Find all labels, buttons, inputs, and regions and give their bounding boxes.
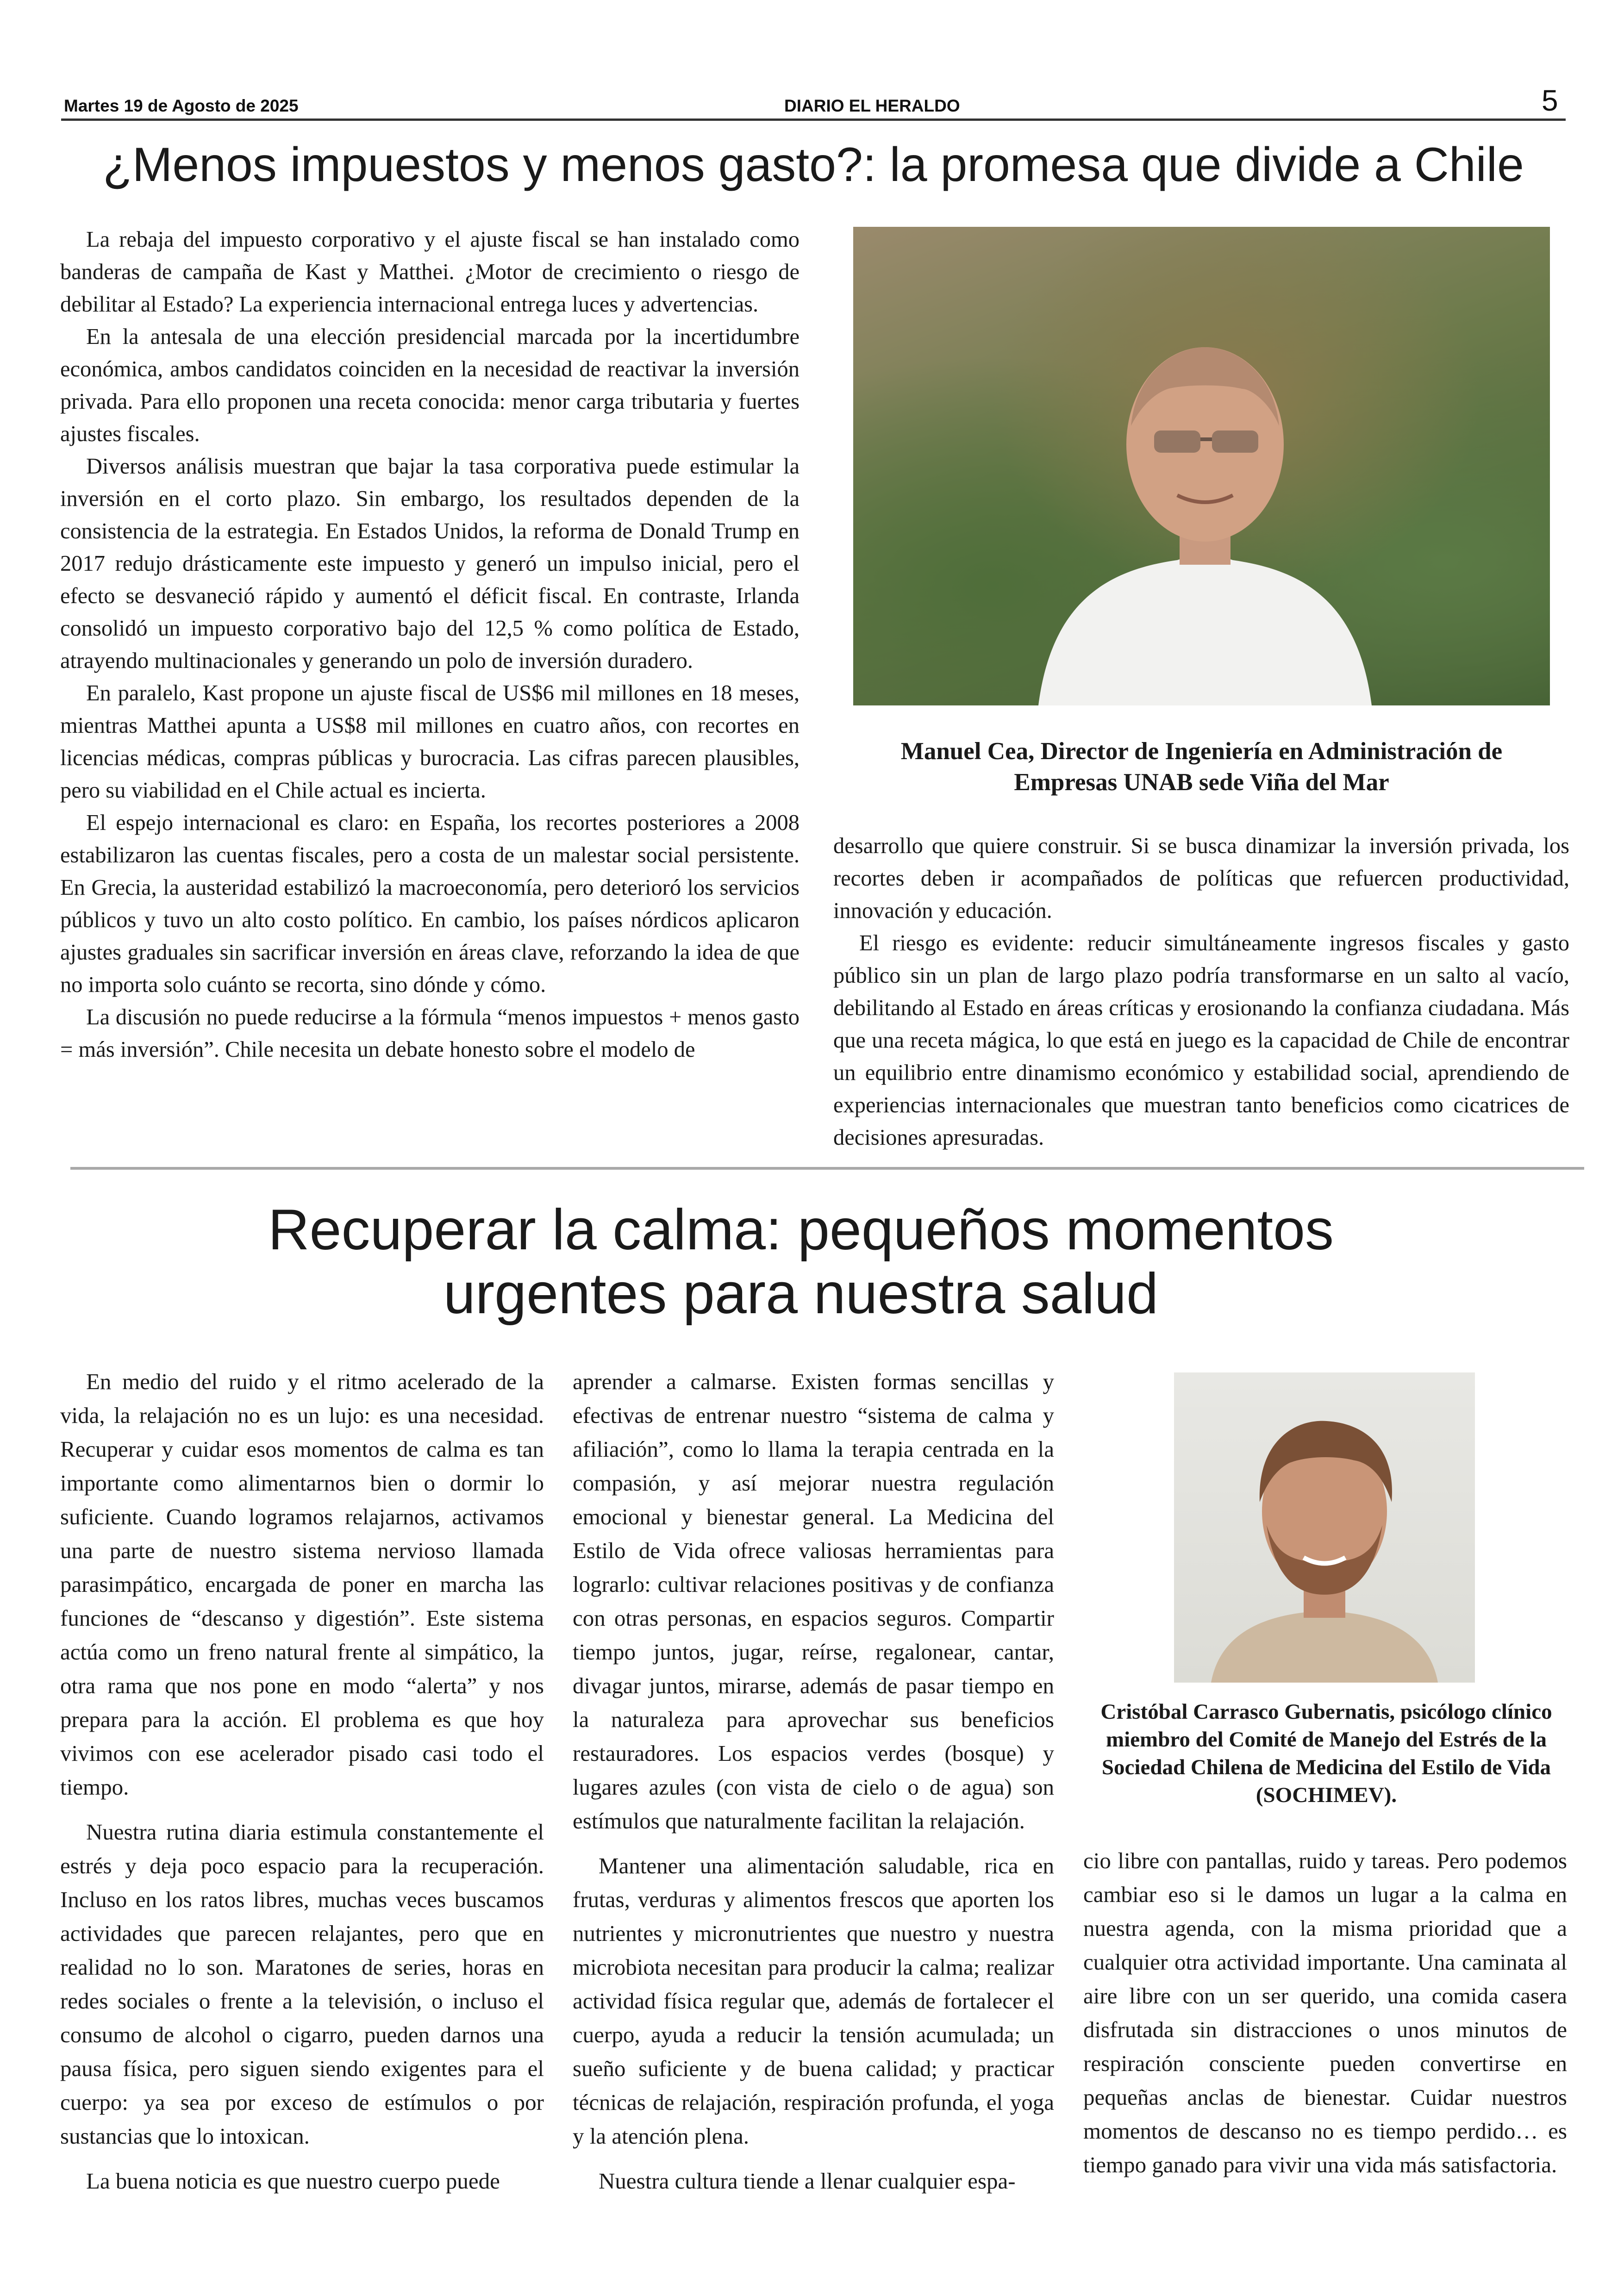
article2-col1-paragraph: Nuestra rutina diaria estimula constantemente el estrés y deja poco espacio para la recuperación. Incluso en los ratos libres, muchas veces buscamos actividades que parecen relajantes, pero que en realidad no lo son. Maratones de series, horas en redes sociales o frente a la televisión, o incluso el consumo de alcohol o cigarro, pueden darnos una pausa física, pero siguen siendo exigentes para el cuerpo: ya sea por exceso de estímulos o por sustancias que lo intoxican. xyxy=(60,1819,544,2149)
article1-column-2 xyxy=(833,830,1569,1154)
article2-column-3 xyxy=(1083,1844,1567,2182)
portrait-illustration xyxy=(1174,1372,1475,1683)
publication-name: DIARIO EL HERALDO xyxy=(784,96,960,115)
article1-col1-paragraph: En la antesala de una elección presidencial marcada por la incertidumbre económica, ambos candidatos coinciden en la necesidad de reactivar la inversión privada. Para ello proponen una receta conocida: menor carga tributaria y fuertes ajustes fiscales. xyxy=(60,324,800,446)
section-divider xyxy=(70,1167,1584,1170)
article1-col1-paragraph: La discusión no puede reducirse a la fórmula “menos impuestos + menos gasto = más inversión”. Chile necesita un debate honesto sobre el modelo de xyxy=(60,1005,800,1062)
article1-col1-paragraph: El espejo internacional es claro: en España, los recortes posteriores a 2008 estabilizaron las cuentas fiscales, pero a costa de un malestar social persistente. En Grecia, la austeridad estabilizó la macroeconomía, pero deterioró los servicios públicos y tuvo un alto costo político. En cambio, los países nórdicos aplicaron ajustes graduales sin sacrificar inversión en áreas clave, reforzando la idea de que no importa solo cuánto se recorta, sino dónde y cómo. xyxy=(60,811,800,997)
cristobal-carrasco-photo xyxy=(1174,1372,1475,1683)
article2-col2-paragraph: Mantener una alimentación saludable, rica en frutas, verduras y alimentos frescos que aporten los nutrientes y micronutrientes que nuestro y nuestra microbiota necesitan para producir la calma; realizar actividad física regular que, además de fortalecer el cuerpo, ayuda a reducir la tensión acumulada; un sueño suficiente y de buena calidad; y practicar técnicas de relajación, respiración profunda, el yoga y la atención plena. xyxy=(573,1853,1054,2149)
article1-headline: ¿Menos impuestos y menos gasto?: la promesa que divide a Chile xyxy=(103,138,1524,192)
article2-column-2 xyxy=(573,1365,1054,2198)
article2-headline: Recuperar la calma: pequeños momentos urgentes para nuestra salud xyxy=(268,1198,1334,1326)
article2-col1-paragraph: En medio del ruido y el ritmo acelerado de la vida, la relajación no es un lujo: es una necesidad. Recuperar y cuidar esos momentos de calma es tan importante como alimentarnos bien o dormir lo suficiente. Cuando logramos relajarnos, activamos una parte de nuestro sistema nervioso llamada parasimpático, encargada de poner en marcha las funciones de “descanso y digestión”. Este sistema actúa como un freno natural frente al simpático, la otra rama que nos pone en modo “alerta” y nos prepara para la acción. El problema es que hoy vivimos con ese acelerador pisado casi todo el tiempo. xyxy=(60,1369,544,1800)
page-number: 5 xyxy=(1542,84,1558,117)
issue-date: Martes 19 de Agosto de 2025 xyxy=(64,96,299,115)
article1-col2-paragraph: desarrollo que quiere construir. Si se busca dinamizar la inversión privada, los recortes deben ir acompañados de políticas que refuercen productividad, innovación y educación. xyxy=(833,834,1569,923)
article2-col3-paragraph: cio libre con pantallas, ruido y tareas. Pero podemos cambiar eso si le damos un lugar a la calma en nuestra agenda, con la misma prioridad que a cualquier otra actividad importante. Una caminata al aire libre con un ser querido, una comida casera disfrutada sin distracciones o unos minutos de respiración consciente pueden convertirse en pequeñas anclas de bienestar. Cuidar nuestros momentos de descanso no es tiempo perdido… es tiempo ganado para vivir una vida más satisfactoria. xyxy=(1083,1848,1567,2177)
article1-col1-paragraph: La rebaja del impuesto corporativo y el ajuste fiscal se han instalado como banderas de campaña de Kast y Matthei. ¿Motor de crecimiento o riesgo de debilitar al Estado? La experiencia internacional entrega luces y advertencias. xyxy=(60,227,800,317)
article2-column-1 xyxy=(60,1365,544,2198)
article2-photo-caption: Cristóbal Carrasco Gubernatis, psicólogo clínico miembro del Comité de Manejo del Estrés de la Sociedad Chilena de Medicina del Estilo de Vida (SOCHIMEV). xyxy=(1100,1700,1552,1807)
portrait-illustration xyxy=(853,227,1550,705)
manuel-cea-photo xyxy=(853,227,1550,705)
article1-col1-paragraph: En paralelo, Kast propone un ajuste fiscal de US$6 mil millones en 18 meses, mientras Matthei apunta a US$8 mil millones en cuatro años, con recortes en licencias médicas, compras públicas y burocracia. Las cifras parecen plausibles, pero su viabilidad en el Chile actual es incierta. xyxy=(60,681,800,803)
article1-photo-caption: Manuel Cea, Director de Ingeniería en Administración de Empresas UNAB sede Viña del Mar xyxy=(900,738,1503,796)
article1-col1-paragraph: Diversos análisis muestran que bajar la tasa corporativa puede estimular la inversión en el corto plazo. Sin embargo, los resultados dependen de la consistencia de la estrategia. En Estados Unidos, la reforma de Donald Trump en 2017 redujo drásticamente este impuesto y generó un impulso inicial, pero el efecto se desvaneció rápido y aumentó el déficit fiscal. En contraste, Irlanda consolidó un impuesto corporativo bajo del 12,5 % como política de Estado, atrayendo multinacionales y generando un polo de inversión duradero. xyxy=(60,454,800,673)
article1-column-1 xyxy=(60,224,800,1066)
article1-col2-paragraph: El riesgo es evidente: reducir simultáneamente ingresos fiscales y gasto público sin un plan de largo plazo podría transformarse en un salto al vacío, debilitando al Estado en áreas críticas y erosionando la confianza ciudadana. Más que una receta mágica, lo que está en juego es la capacidad de Chile de encontrar un equilibrio entre dinamismo económico y estabilidad social, aprendiendo de experiencias internacionales que muestran tanto beneficios como cicatrices de decisiones apresuradas. xyxy=(833,931,1569,1150)
article2-col2-paragraph: aprender a calmarse. Existen formas sencillas y efectivas de entrenar nuestro “sistema de calma y afiliación”, como lo llama la terapia centrada en la compasión, y así mejorar nuestra regulación emocional y bienestar general. La Medicina del Estilo de Vida ofrece valiosas herramientas para lograrlo: cultivar relaciones positivas y de confianza con otras personas, en espacios seguros. Compartir tiempo juntos, jugar, reírse, regalonear, cantar, divagar juntos, mirarse, además de pasar tiempo en la naturaleza para aprovechar sus beneficios restauradores. Los espacios verdes (bosque) y lugares azules (con vista de cielo o de agua) son estímulos que naturalmente facilitan la relajación. xyxy=(573,1369,1054,1834)
header-rule xyxy=(61,118,1566,121)
article2-col2-paragraph: Nuestra cultura tiende a llenar cualquier espa- xyxy=(599,2168,1016,2194)
article2-col1-paragraph: La buena noticia es que nuestro cuerpo puede xyxy=(86,2168,500,2194)
